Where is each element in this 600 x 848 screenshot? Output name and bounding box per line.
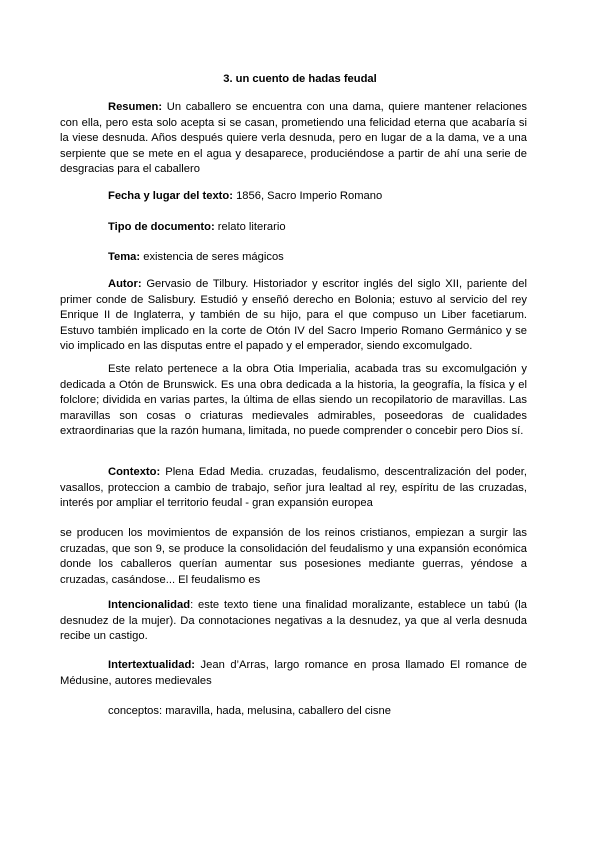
- autor-paragraph: [60, 277, 527, 355]
- intertextualidad-label: Intertextualidad:: [108, 659, 196, 671]
- resumen-paragraph: [60, 100, 527, 178]
- movimientos-paragraph: se producen los movimientos de expansión de los reinos cristianos, empiezan a surgir las cruzadas, que son 9, se produce la consolidación del feudalismo y una expansión económica donde los caballeros querían aumentar sus posesiones mediante guerras, yéndose a cruzadas, casándose... El feudalismo es: [60, 527, 527, 586]
- resumen-text: Un caballero se encuentra con una dama, quiere mantener relaciones con ella, pero esta solo acepta si se casan, prometiendo una felicidad eterna que acabaría si la viese desnuda. Años después quiere verla desnuda, pero en lugar de a la dama, ve a una serpiente que se mete en el agua y desaparece, produciéndose a partir de ahí una serie de desgracias para el caballero: [60, 101, 527, 175]
- contexto-label: Contexto:: [108, 466, 161, 478]
- intertextualidad-paragraph: [60, 658, 527, 689]
- relato-paragraph: Este relato pertenece a la obra Otia Imperialia, acabada tras su excomulgación y dedicada a Otón de Brunswick. Es una obra dedicada a la historia, la geografía, la física y el folclore; dividida en varias partes, la última de ellas siendo un recopilatorio de maravillas. Las maravillas son cosas o criaturas medievales admirables, poseedoras de cualidades extraordinarias que la razón humana, limitada, no puede comprender o concebir pero Dios sí.: [60, 363, 527, 437]
- conceptos-paragraph: conceptos: maravilla, hada, melusina, caballero del cisne: [108, 705, 391, 717]
- tipo-text: relato literario: [214, 221, 286, 233]
- document-title: 3. un cuento de hadas feudal: [223, 73, 377, 85]
- intertextualidad-text: Jean d’Arras, largo romance en prosa llamado El romance de Médusine, autores medievales: [60, 659, 527, 687]
- autor-text: Gervasio de Tilbury. Historiador y escritor inglés del siglo XII, pariente del primer conde de Salisbury. Estudió y enseñó derecho en Bolonia; estuvo al servicio del rey Enrique II de Inglaterra, y también de su hijo, para el que compuso un Liber facetiarum. Estuvo también implicado en la corte de Otón IV del Sacro Imperio Romano Germánico y se vio implicado en las disputas entre el papado y el emperador, siendo excomulgado.: [60, 278, 527, 352]
- contexto-paragraph: [60, 465, 527, 512]
- tema-paragraph: [60, 250, 527, 266]
- fecha-paragraph: [60, 189, 527, 205]
- fecha-text: 1856, Sacro Imperio Romano: [232, 190, 383, 202]
- contexto-text: Plena Edad Media. cruzadas, feudalismo, descentralización del poder, vasallos, proteccion a cambio de trabajo, señor jura lealtad al rey, espíritu de las cruzadas, interés por ampliar el territorio feudal - gran expansión europea: [60, 466, 527, 509]
- resumen-label: Resumen:: [108, 101, 163, 113]
- tipo-paragraph: [60, 220, 527, 236]
- autor-label: Autor:: [108, 278, 142, 290]
- intencionalidad-paragraph: [60, 598, 527, 645]
- fecha-label: Fecha y lugar del texto:: [108, 190, 233, 202]
- tipo-label: Tipo de documento:: [108, 221, 215, 233]
- tema-text: existencia de seres mágicos: [140, 251, 284, 263]
- tema-label: Tema:: [108, 251, 141, 263]
- intencionalidad-text: : este texto tiene una finalidad moralizante, establece un tabú (la desnudez de la mujer). Da connotaciones negativas a la desnudez, ya que al verla desnuda recibe un castigo.: [60, 599, 527, 642]
- intencionalidad-label: Intencionalidad: [108, 599, 191, 611]
